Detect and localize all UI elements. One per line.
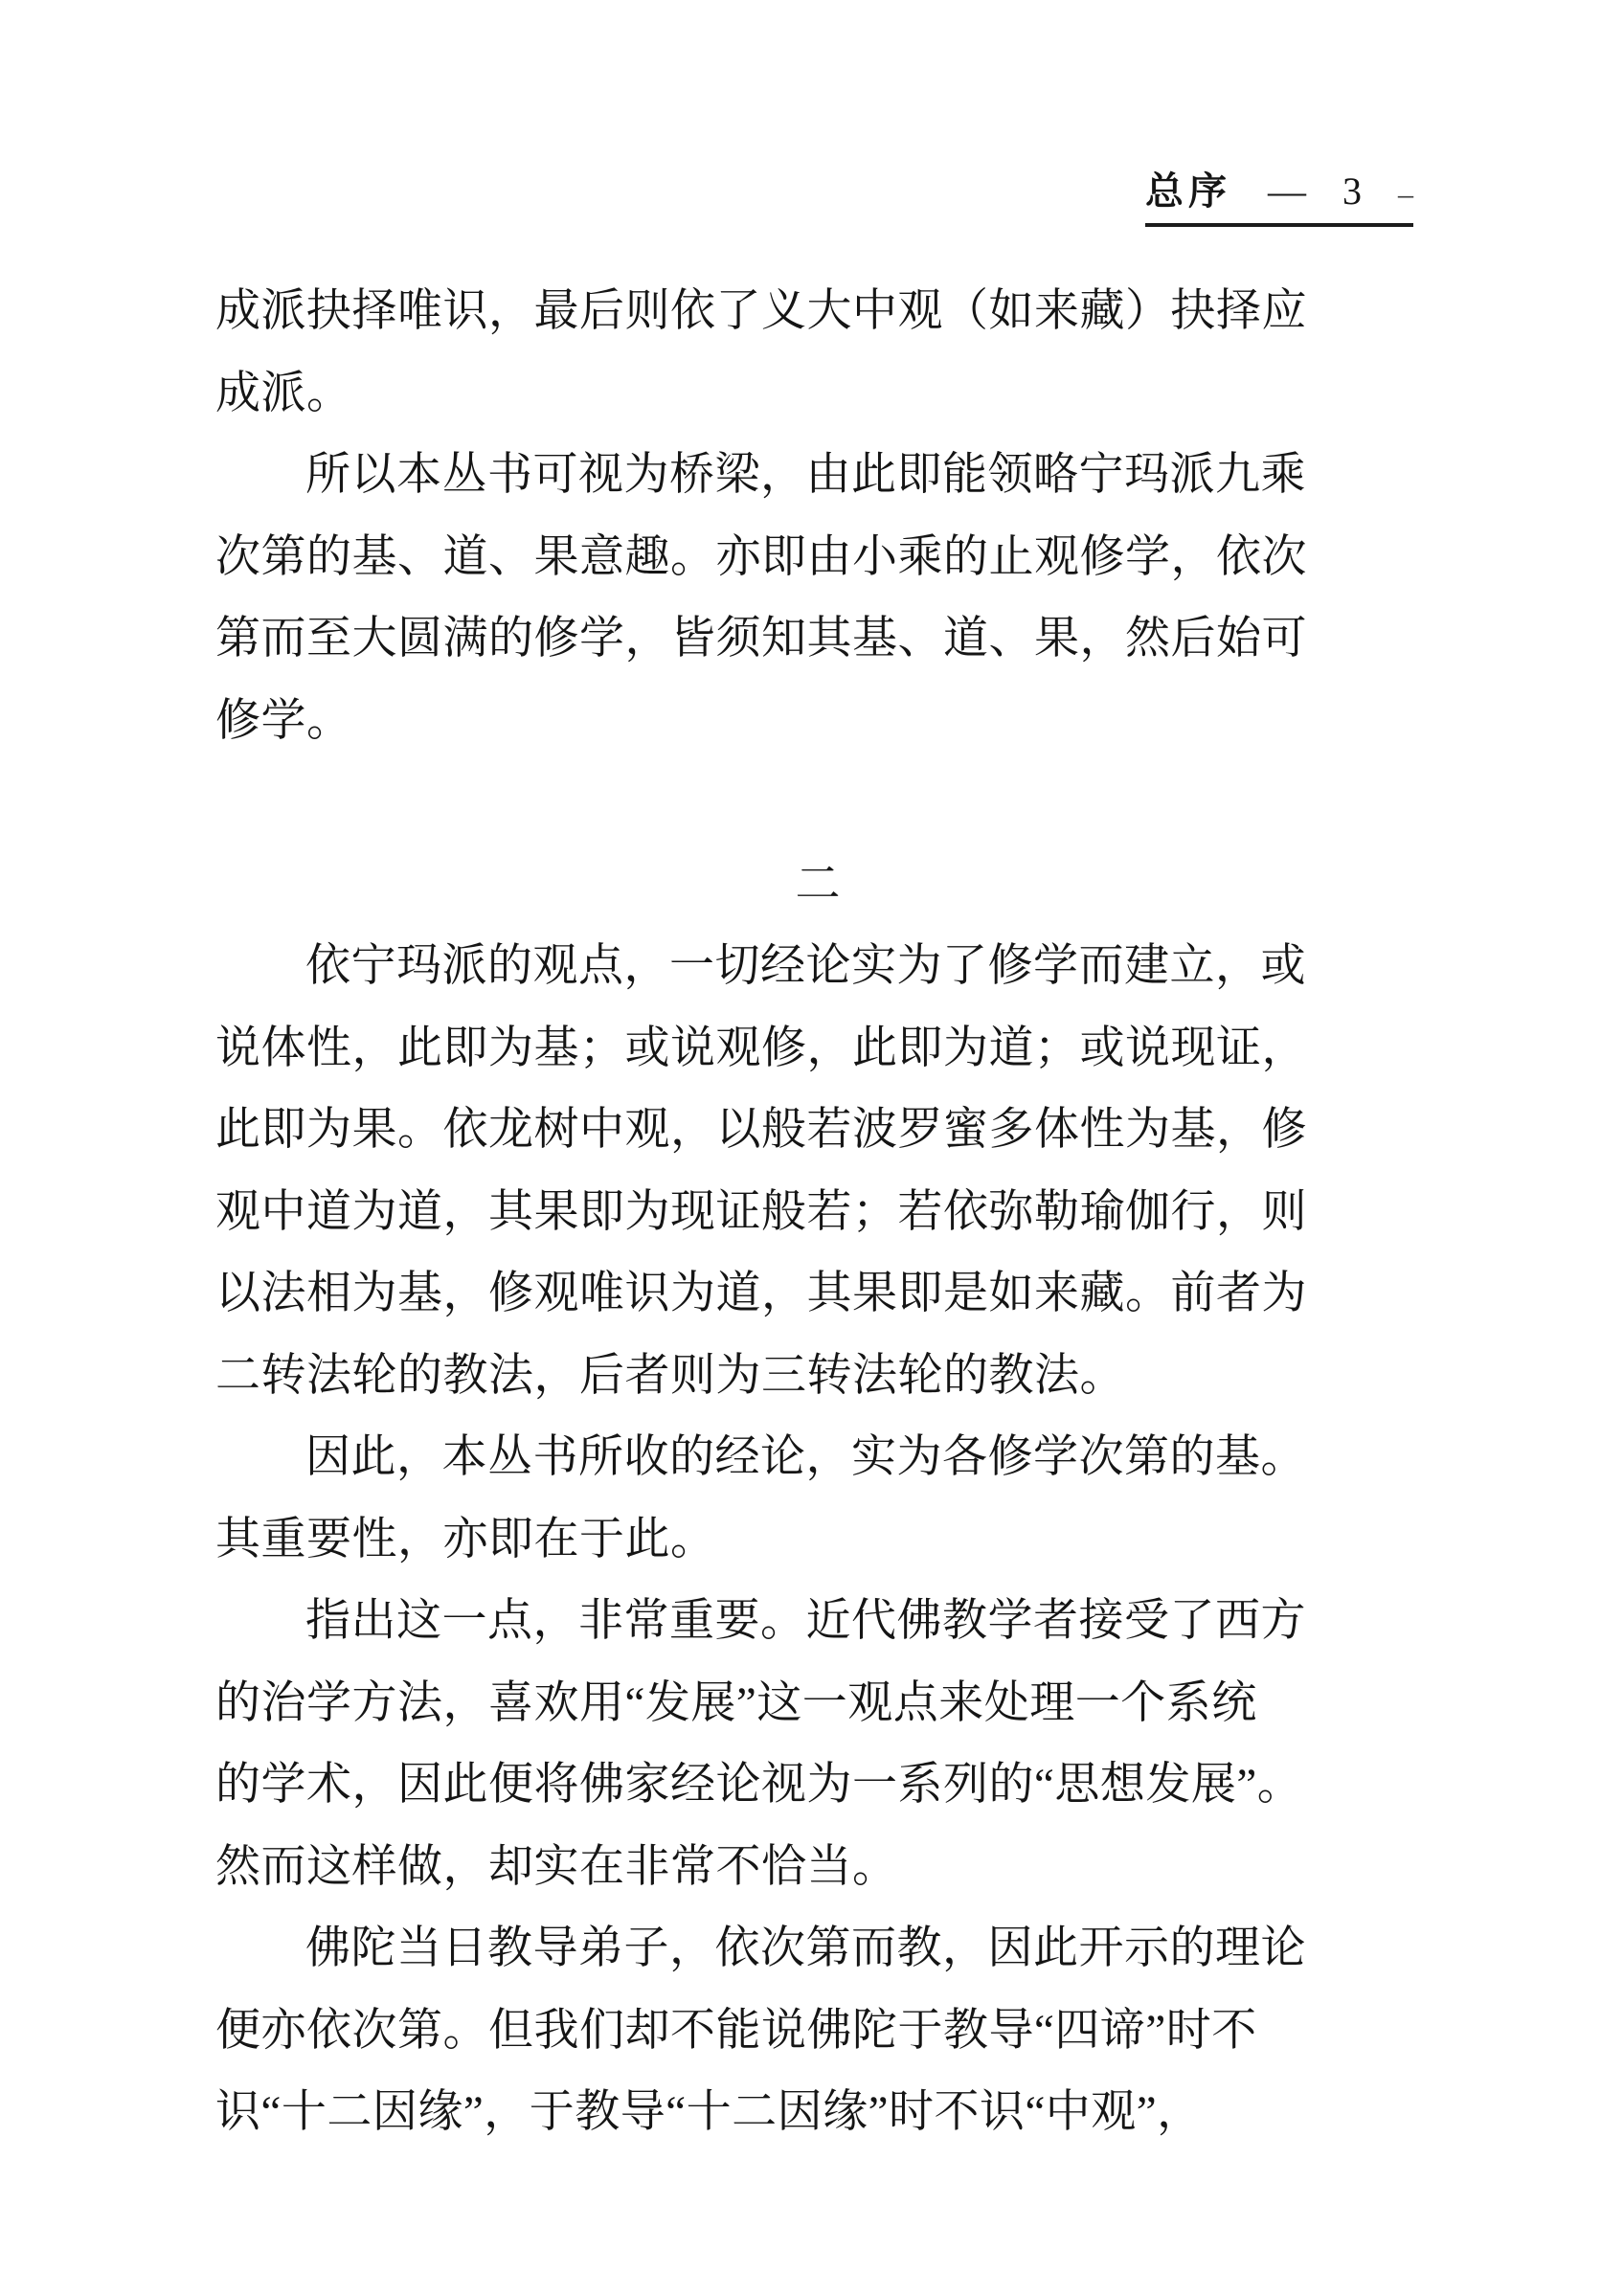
text-line: 所以本丛书可视为桥梁，由此即能领略宁玛派九乘	[305, 450, 1306, 500]
text-line: 依宁玛派的观点，一切经论实为了修学而建立，或	[305, 941, 1306, 991]
text-line: 二转法轮的教法，后者则为三转法轮的教法。	[215, 1350, 1125, 1401]
body-text	[215, 271, 1307, 2154]
text-line: 成派抉择唯识，最后则依了义大中观（如来藏）抉择应	[215, 286, 1307, 336]
paragraph	[215, 435, 1307, 762]
running-header	[1145, 170, 1413, 227]
page-number: 3	[1342, 169, 1362, 213]
text-line: 成派。	[215, 368, 352, 418]
text-line: 其重要性，亦即在于此。	[215, 1514, 716, 1564]
header-dash-left: —	[1268, 169, 1306, 213]
paragraph	[215, 1908, 1307, 2154]
paragraph	[215, 1417, 1307, 1581]
text-line: 识“十二因缘”，于教导“十二因缘”时不识“中观”，	[215, 2087, 1203, 2137]
text-line: 第而至大圆满的修学，皆须知其基、道、果，然后始可	[215, 614, 1307, 664]
paragraph-continuation	[215, 271, 1307, 435]
text-line: 此即为果。依龙树中观，以般若波罗蜜多体性为基，修	[215, 1105, 1307, 1155]
text-line: 说体性，此即为基；或说观修，此即为道；或说现证，	[215, 1023, 1307, 1073]
header-dash-right: –	[1398, 176, 1413, 211]
text-line: 然而这样做，却实在非常不恰当。	[215, 1841, 898, 1892]
text-line: 观中道为道，其果即为现证般若；若依弥勒瑜伽行，则	[215, 1186, 1307, 1237]
paragraph	[215, 1581, 1307, 1908]
text-line: 便亦依次第。但我们却不能说佛陀于教导“四谛”时不	[215, 2005, 1257, 2056]
text-line: 因此，本丛书所收的经论，实为各修学次第的基。	[305, 1432, 1306, 1482]
text-line: 的学术，因此便将佛家经论视为一系列的“思想发展”。	[215, 1760, 1303, 1810]
section-heading: 二	[795, 859, 843, 910]
text-line: 次第的基、道、果意趣。亦即由小乘的止观修学，依次	[215, 531, 1307, 582]
text-line: 的治学方法，喜欢用“发展”这一观点来处理一个系统	[215, 1677, 1257, 1728]
text-line: 佛陀当日教导弟子，依次第而教，因此开示的理论	[305, 1924, 1306, 1973]
paragraph	[215, 926, 1307, 1417]
text-line: 以法相为基，修观唯识为道，其果即是如来藏。前者为	[215, 1269, 1307, 1318]
header-title: 总序	[1145, 169, 1231, 213]
text-line: 指出这一点，非常重要。近代佛教学者接受了西方	[305, 1596, 1306, 1646]
text-line: 修学。	[215, 695, 352, 746]
